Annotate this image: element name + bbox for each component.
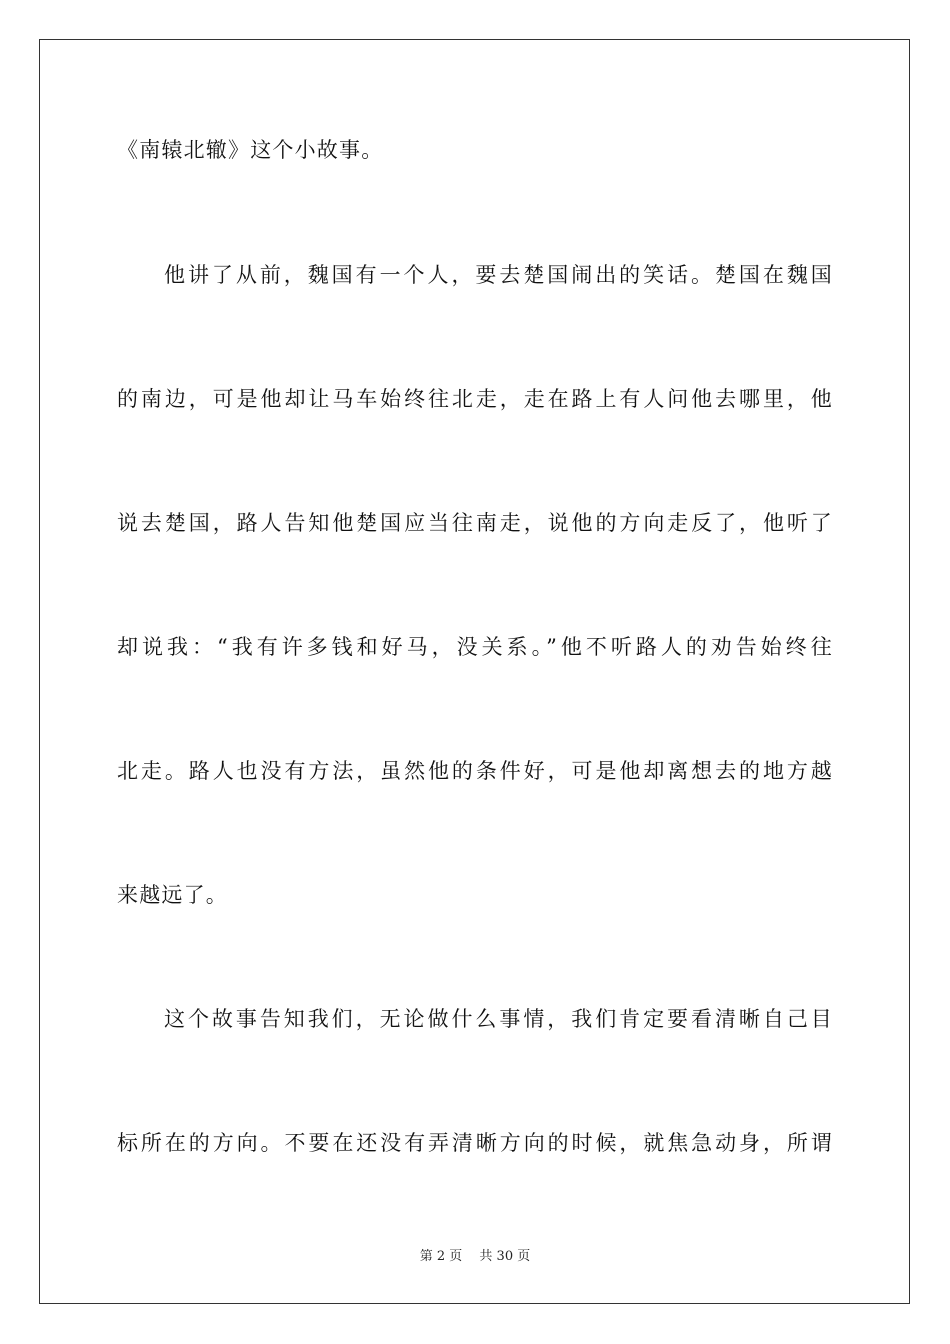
text-line-5: 却说我：“我有许多钱和好马，没关系。”他不听路人的劝告始终往	[117, 635, 833, 659]
text-line-1: 《南辕北辙》这个小故事。	[117, 138, 384, 162]
text-line-9: 标所在的方向。不要在还没有弄清晰方向的时候，就焦急动身，所谓	[117, 1131, 833, 1155]
text-line-2: 他讲了从前，魏国有一个人，要去楚国闹出的笑话。楚国在魏国	[164, 263, 833, 287]
text-line-6: 北走。路人也没有方法，虽然他的条件好，可是他却离想去的地方越	[117, 759, 833, 783]
page-number-footer: 第 2 页 共 30 页	[419, 1249, 531, 1264]
text-line-3: 的南边，可是他却让马车始终往北走，走在路上有人问他去哪里，他	[117, 387, 833, 411]
text-line-7: 来越远了。	[117, 883, 228, 907]
text-line-4: 说去楚国，路人告知他楚国应当往南走，说他的方向走反了，他听了	[117, 511, 833, 535]
page-border	[39, 39, 910, 1304]
text-line-8: 这个故事告知我们，无论做什么事情，我们肯定要看清晰自己目	[164, 1007, 833, 1031]
